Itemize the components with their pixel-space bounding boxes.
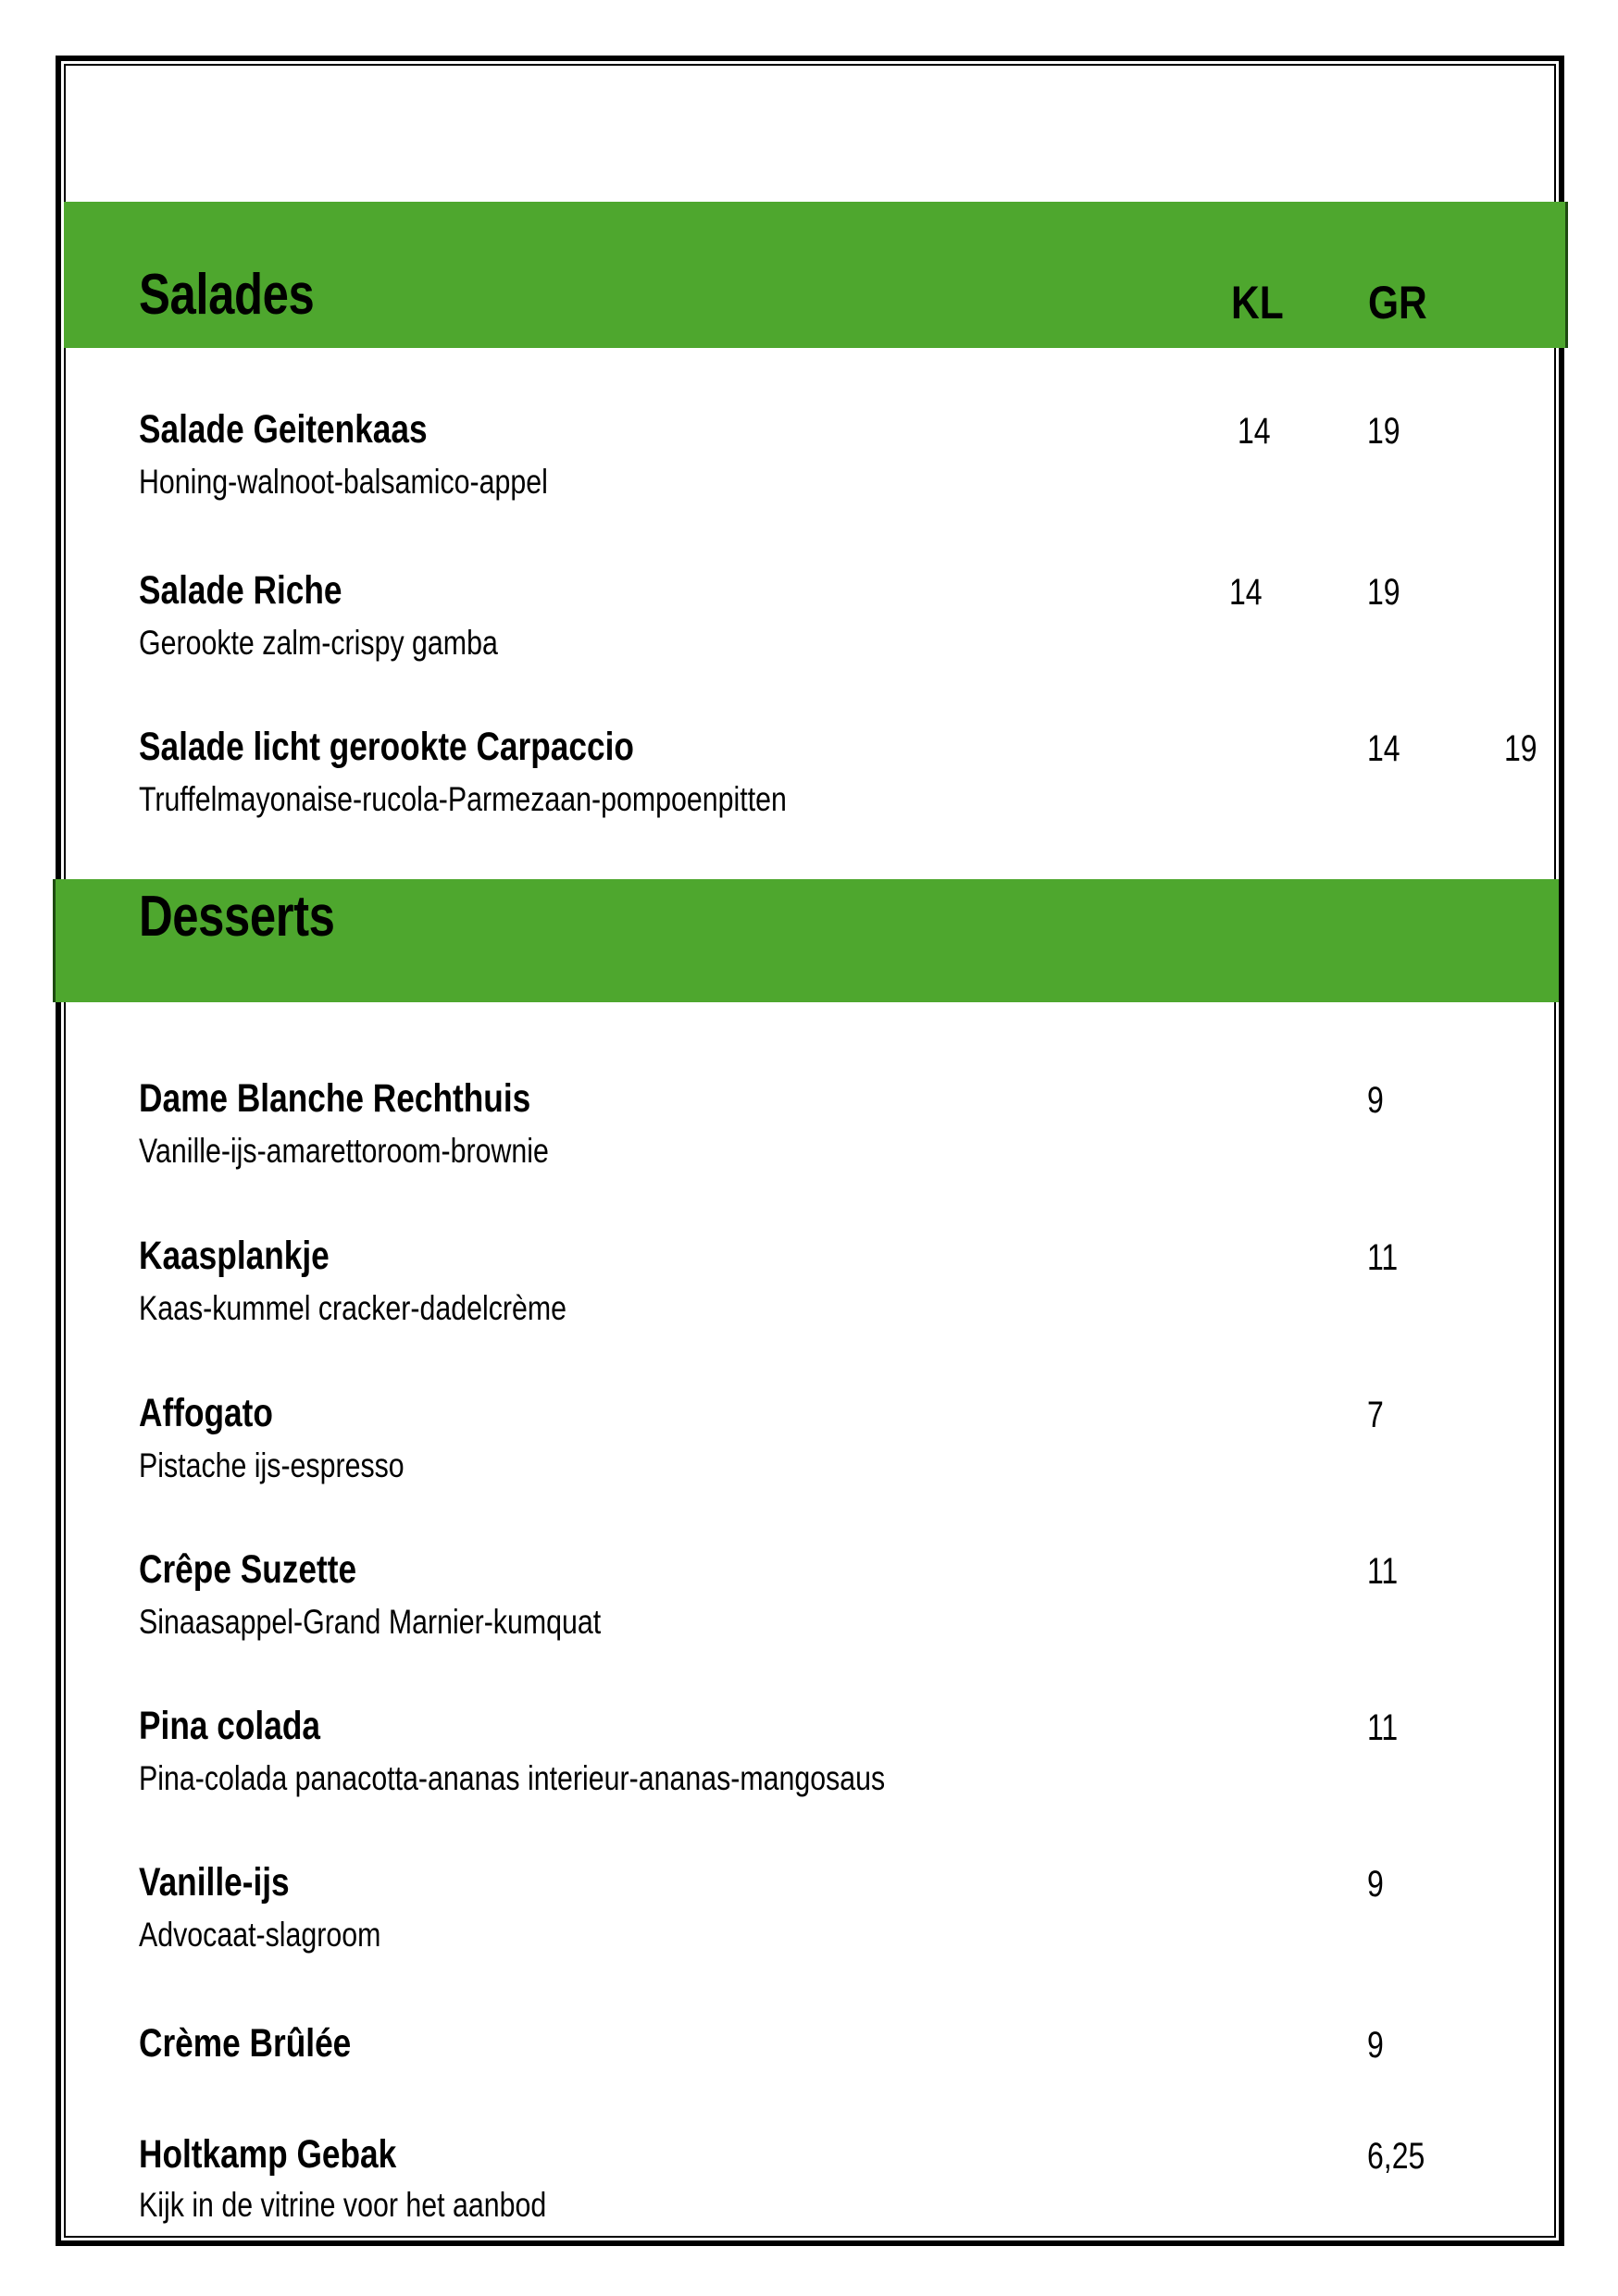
dessert-item-price: 7 xyxy=(1367,1395,1384,1435)
dessert-item-price: 11 xyxy=(1367,1237,1399,1278)
salade-item-desc: Honing-walnoot-balsamico-appel xyxy=(139,463,548,501)
salade-item-price-kl: 14 xyxy=(1367,728,1400,769)
dessert-item-name: Crème Brûlée xyxy=(139,2021,352,2066)
dessert-item-desc: Kijk in de vitrine voor het aanbod xyxy=(139,2186,547,2224)
dessert-item-desc: Sinaasappel-Grand Marnier-kumquat xyxy=(139,1603,602,1641)
salade-item-price-gr: 19 xyxy=(1367,411,1400,452)
dessert-item-price: 9 xyxy=(1367,2025,1384,2066)
dessert-item-name: Crêpe Suzette xyxy=(139,1547,357,1592)
salade-item-desc: Truffelmayonaise-rucola-Parmezaan-pompoenpitten xyxy=(139,780,787,818)
dessert-item-price: 11 xyxy=(1367,1707,1399,1748)
dessert-item-price: 9 xyxy=(1367,1864,1384,1905)
dessert-item-desc: Pina-colada panacotta-ananas interieur-ananas-mangosaus xyxy=(139,1759,886,1797)
dessert-item-name: Pina colada xyxy=(139,1704,320,1748)
dessert-item-price: 6,25 xyxy=(1367,2136,1425,2177)
dessert-item-desc: Kaas-kummel cracker-dadelcrème xyxy=(139,1289,566,1327)
dessert-item-desc: Pistache ijs-espresso xyxy=(139,1446,404,1484)
salade-item-price-gr: 19 xyxy=(1367,572,1400,613)
salade-item-price-gr: 19 xyxy=(1504,728,1537,769)
salades-title: Salades xyxy=(139,263,315,327)
salades-col-gr: GR xyxy=(1368,277,1427,329)
desserts-title: Desserts xyxy=(139,885,335,949)
dessert-item-name: Kaasplankje xyxy=(139,1234,330,1278)
salade-item-price-kl: 14 xyxy=(1238,411,1271,452)
salade-item-price-kl: 14 xyxy=(1229,572,1263,613)
salade-item-name: Salade Riche xyxy=(139,568,342,613)
salade-item-name: Salade licht gerookte Carpaccio xyxy=(139,725,634,769)
salades-col-kl: KL xyxy=(1231,277,1284,329)
dessert-item-name: Holtkamp Gebak xyxy=(139,2132,397,2177)
dessert-item-name: Dame Blanche Rechthuis xyxy=(139,1076,531,1121)
dessert-item-desc: Vanille-ijs-amarettoroom-brownie xyxy=(139,1132,549,1170)
dessert-item-desc: Advocaat-slagroom xyxy=(139,1916,381,1954)
salade-item-name: Salade Geitenkaas xyxy=(139,407,428,452)
dessert-item-name: Affogato xyxy=(139,1391,273,1435)
salade-item-desc: Gerookte zalm-crispy gamba xyxy=(139,624,498,662)
dessert-item-price: 11 xyxy=(1367,1551,1399,1592)
dessert-item-name: Vanille-ijs xyxy=(139,1860,290,1905)
dessert-item-price: 9 xyxy=(1367,1080,1384,1121)
